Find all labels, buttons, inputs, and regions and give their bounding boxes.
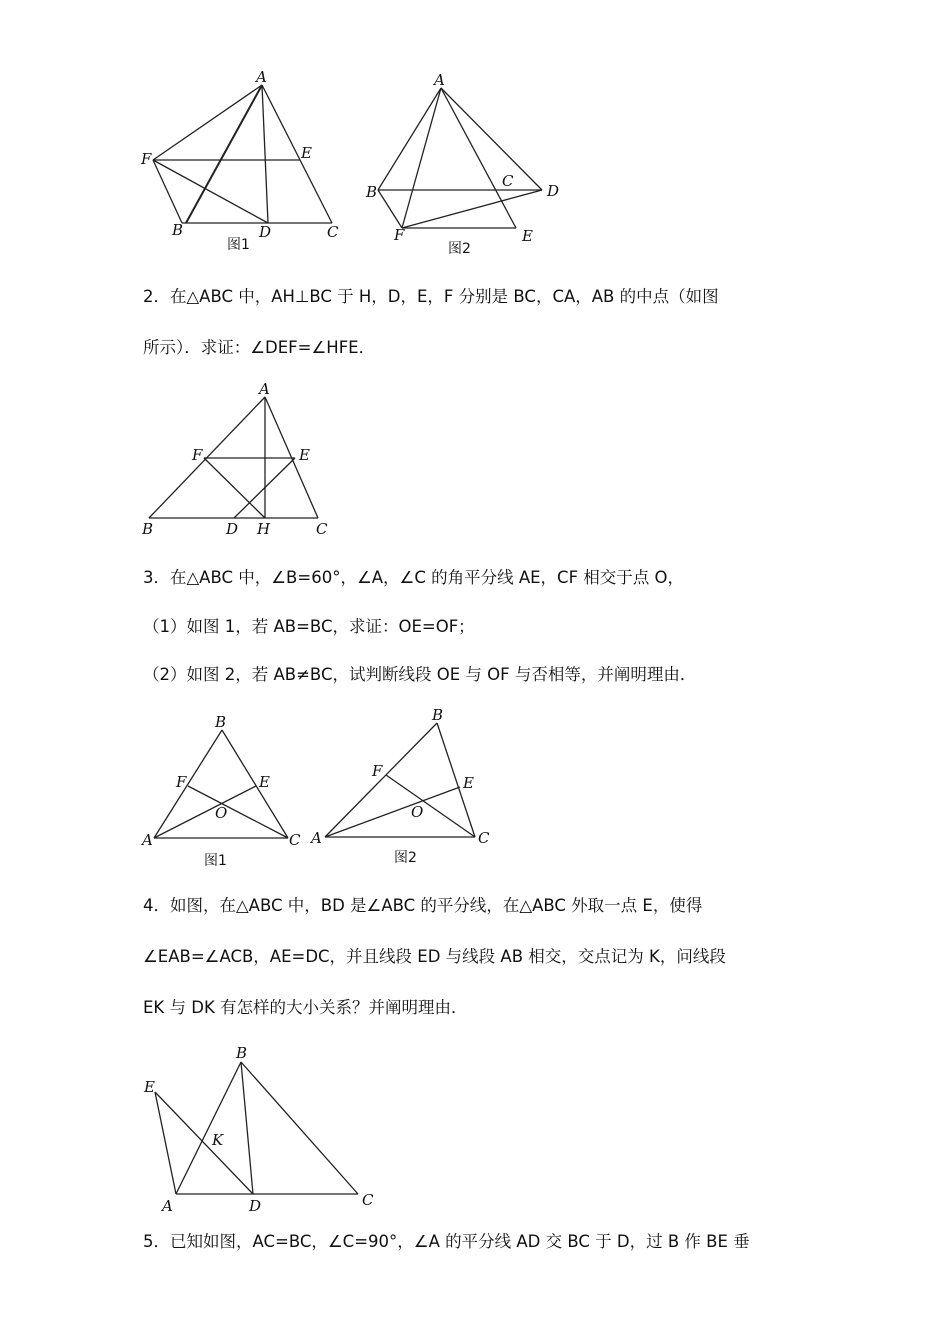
label-F: F [192,446,203,464]
problem3-figure-2 [305,700,505,870]
label-C: C [289,831,301,849]
label-E: E [463,774,474,792]
label-D: D [259,223,272,241]
label-F: F [394,226,405,244]
label-C: C [478,829,490,847]
problem2-line1: 2．在△ABC 中，AH⊥BC 于 H，D，E，F 分别是 BC，CA，AB 的中点（如图 [143,287,719,306]
label-B: B [366,183,378,201]
label-A: A [256,68,267,86]
problem2-figure [135,375,345,545]
label-D: D [226,520,239,538]
problem3-line1: 3．在△ABC 中，∠B=60°，∠A，∠C 的角平分线 AE，CF 相交于点 O， [143,568,685,587]
label-A: A [311,829,322,847]
label-F: F [372,762,383,780]
label-E: E [522,227,533,245]
label-A: A [434,71,445,89]
problem1-figure-2 [360,70,570,260]
label-B: B [236,1044,248,1062]
problem4-line2: ∠EAB=∠ACB，AE=DC，并且线段 ED 与线段 AB 相交，交点记为 K，问线段 [143,947,726,966]
label-F: F [176,773,187,791]
problem4-figure [135,1035,385,1220]
label-B: B [142,520,154,538]
label-K: K [212,1131,224,1149]
label-B: B [172,221,184,239]
label-B: B [215,713,227,731]
problem4-line3: EK 与 DK 有怎样的大小关系？并阐明理由． [143,998,468,1017]
label-E: E [259,773,270,791]
label-A: A [162,1197,173,1215]
problem1-figure-1 [135,70,355,260]
label-O: O [411,803,424,821]
problem3-figure-1 [135,705,310,875]
label-D: D [249,1197,262,1215]
label-C: C [502,172,514,190]
label-C: C [362,1191,374,1209]
label-O: O [215,804,228,822]
label-A: A [259,380,270,398]
label-C: C [327,223,339,241]
problem4-line1: 4．如图，在△ABC 中，BD 是∠ABC 的平分线，在△ABC 外取一点 E，使得 [143,896,703,915]
problem2-line2: 所示）．求证：∠DEF=∠HFE． [143,338,376,357]
figure-caption: 图1 [227,237,250,253]
problem5-line1: 5．已知如图，AC=BC，∠C=90°，∠A 的平分线 AD 交 BC 于 D，过 B 作 BE 垂 [143,1232,750,1251]
label-B: B [432,706,444,724]
label-E: E [144,1078,155,1096]
label-A: A [142,831,153,849]
label-F: F [141,150,152,168]
problem3-line3: （2）如图 2，若 AB≠BC，试判断线段 OE 与 OF 与否相等，并阐明理由． [143,665,697,684]
problem3-line2: （1）如图 1，若 AB=BC，求证：OE=OF； [143,617,475,636]
figure-caption: 图2 [394,850,417,866]
label-D: D [547,182,560,200]
label-E: E [301,144,312,162]
label-H: H [257,520,271,538]
label-C: C [316,520,328,538]
figure-caption: 图1 [204,853,227,869]
figure-caption: 图2 [448,241,471,257]
label-E: E [299,446,310,464]
